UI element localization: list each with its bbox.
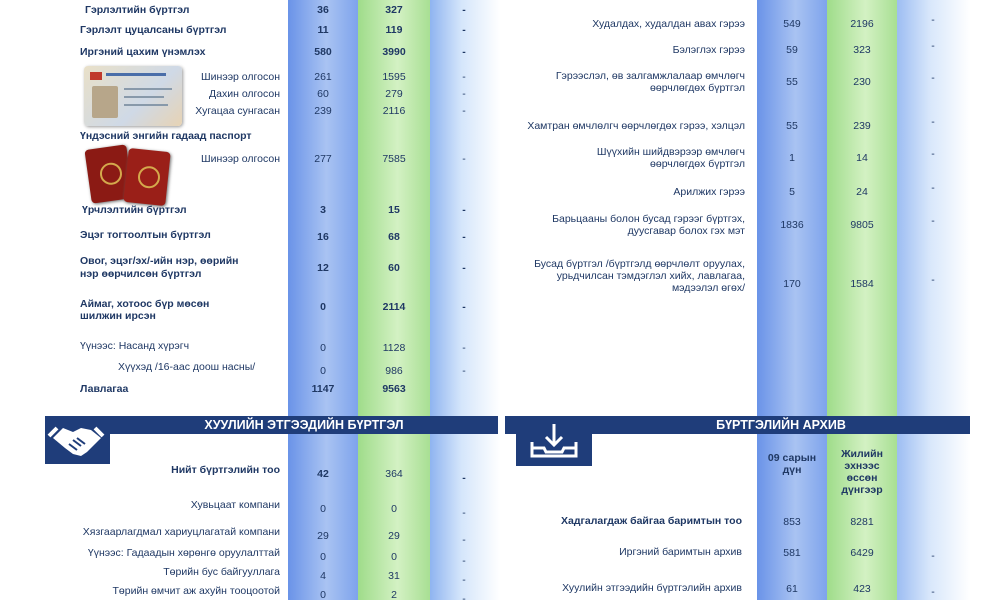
row-value-ytd: 9805 [850, 219, 874, 231]
row-label: Шинээр олгосон [201, 71, 280, 83]
row-label: Хуулийн этгээдийн бүртгэлийн архив [562, 582, 742, 594]
name-change-v1: 12 [317, 262, 329, 274]
archive-col2-header-1: Жилийн [841, 448, 883, 460]
row-value-diff: - [462, 574, 466, 586]
row-value-ytd: 1584 [850, 278, 874, 290]
row-value-diff: - [462, 365, 466, 377]
row-label: Нийт бүртгэлийн тоо [171, 464, 280, 476]
row-value-diff: - [931, 40, 935, 52]
row-label-line: Бусад бүртгэл /бүртгэлд өөрчлөлт оруулах, [534, 258, 745, 270]
row-value-month: 1147 [311, 383, 335, 395]
row-label-line: Худалдах, худалдан авах гэрээ [592, 18, 745, 30]
row-value-diff: - [462, 153, 466, 165]
row-label: Хугацаа сунгасан [195, 105, 280, 117]
row-label: Хувьцаат компани [190, 499, 280, 511]
row-value-diff: - [462, 472, 466, 484]
row-value-diff: - [462, 301, 466, 313]
row-value-diff: - [931, 148, 935, 160]
row-value-diff: - [931, 14, 935, 26]
row-value-diff: - [931, 215, 935, 227]
row-value-ytd: 6429 [850, 547, 874, 559]
row-value-ytd: 364 [385, 468, 403, 480]
name-change-label-line1: Овог, эцэг/эх/-ийн нэр, өөрийн [80, 255, 239, 267]
row-value-ytd: 15 [388, 204, 400, 216]
row-value-diff: - [462, 46, 466, 58]
legal-section-header: ХУУЛИЙН ЭТГЭЭДИЙН БҮРТГЭЛ [110, 416, 498, 434]
row-value-diff: - [462, 71, 466, 83]
row-value-ytd: 119 [385, 24, 403, 36]
row-value-month: 549 [783, 18, 801, 30]
row-label: Эцэг тогтоолтын бүртгэл [80, 229, 211, 241]
row-label-line: Хамтран өмчлөлгч өөрчлөгдөх гэрээ, хэлцэл [527, 120, 745, 132]
row-label-line: Гэрээслэл, өв залгамжлалаар өмчлөгч [555, 70, 745, 82]
row-value-month: 3 [320, 204, 326, 216]
row-value-ytd: 323 [853, 44, 871, 56]
row-value-ytd: 3990 [382, 46, 406, 58]
row-value-ytd: 14 [856, 152, 868, 164]
legal-icon-box [45, 416, 110, 464]
row-value-ytd: 0 [391, 503, 397, 515]
row-value-ytd: 0 [391, 551, 397, 563]
archive-col2-header-4: дүнгээр [841, 484, 883, 496]
row-value-ytd: 29 [388, 530, 400, 542]
right-col2-stripe [827, 0, 897, 600]
row-value-month: 16 [317, 231, 329, 243]
row-value-month: 61 [786, 583, 798, 595]
row-label-line: Шүүхийн шийдвэрээр өмчлөгч [596, 146, 745, 158]
row-value-month: 59 [786, 44, 798, 56]
row-label: Хүүхэд /16-аас доош насны/ [118, 361, 256, 373]
row-value-ytd: 2116 [382, 105, 406, 117]
row-value-month: 0 [320, 301, 326, 313]
handshake-icon [45, 416, 110, 464]
row-value-diff: - [462, 105, 466, 117]
row-value-ytd: 230 [853, 76, 871, 88]
name-change-label-line2: нэр өөрчилсөн бүртгэл [80, 268, 202, 280]
name-change-v2: 60 [388, 262, 400, 274]
row-value-month: 55 [786, 76, 798, 88]
row-value-month: 581 [783, 547, 801, 559]
row-value-ytd: 8281 [850, 516, 874, 528]
row-value-month: 0 [320, 551, 326, 563]
row-label: Үүнээс: Насанд хүрэгч [80, 340, 190, 352]
row-value-diff: - [462, 88, 466, 100]
row-value-month: 42 [317, 468, 329, 480]
row-label-line: Бэлэглэх гэрээ [672, 44, 745, 56]
row-value-month: 239 [314, 105, 332, 117]
row-label-line: Барьцааны болон бусад гэрээг бүртгэх, [552, 213, 745, 225]
row-value-diff: - [462, 231, 466, 243]
row-value-diff: - [462, 4, 466, 16]
row-label: Төрийн өмчит аж ахуйн тооцоотой [112, 585, 280, 597]
row-label: Хязгаарлагдмал хариуцлагатай компани [82, 526, 280, 538]
id-card-image [84, 66, 182, 126]
archive-col2-header-3: өссөн [846, 472, 878, 484]
row-value-month: 277 [314, 153, 332, 165]
row-label-line: мэдээлэл өгөх/ [671, 282, 745, 294]
row-value-diff: - [462, 534, 466, 546]
row-label: Төрийн бус байгууллага [163, 566, 280, 578]
right-col3-stripe [897, 0, 970, 600]
row-value-diff: - [931, 182, 935, 194]
row-value-month: 55 [786, 120, 798, 132]
row-value-month: 60 [317, 88, 329, 100]
row-value-diff: - [462, 24, 466, 36]
row-value-diff: - [931, 116, 935, 128]
row-label-line: урьдчилсан тэмдэглэл хийх, лавлагаа, [556, 270, 745, 282]
row-value-ytd: 2 [391, 589, 397, 601]
row-value-diff: - [462, 507, 466, 519]
row-value-ytd: 9563 [382, 383, 406, 395]
row-label-line: өөрчлөгдөх бүртгэл [650, 82, 745, 94]
passport-heading: Үндэсний энгийн гадаад паспорт [80, 130, 252, 142]
row-label: Дахин олгосон [209, 88, 280, 100]
row-value-ytd: 24 [856, 186, 868, 198]
row-value-ytd: 68 [388, 231, 400, 243]
row-value-month: 853 [783, 516, 801, 528]
row-label: Аймаг, хотоос бүр мөсөн шилжин ирсэн [80, 298, 210, 322]
passport-image-2 [123, 148, 170, 206]
row-value-diff: - [931, 550, 935, 562]
row-value-diff: - [931, 586, 935, 598]
row-value-month: 0 [320, 503, 326, 515]
row-value-diff: - [462, 555, 466, 567]
row-value-ytd: 423 [853, 583, 871, 595]
row-value-month: 5 [789, 186, 795, 198]
row-label-line: Арилжих гэрээ [673, 186, 745, 198]
row-value-ytd: 2196 [850, 18, 874, 30]
row-value-ytd: 279 [385, 88, 403, 100]
row-label: Шинээр олгосон [201, 153, 280, 165]
inbox-download-icon [516, 416, 592, 466]
row-value-ytd: 7585 [382, 153, 406, 165]
row-label: Иргэний баримтын архив [619, 546, 742, 558]
row-value-ytd: 2114 [382, 301, 406, 313]
archive-section-header: БҮРТГЭЛИЙН АРХИВ [592, 416, 970, 434]
row-value-ytd: 986 [385, 365, 403, 377]
row-value-month: 0 [320, 589, 326, 601]
row-value-ytd: 327 [385, 4, 403, 16]
archive-col2-header-2: эхнээс [844, 460, 880, 472]
row-value-diff: - [462, 204, 466, 216]
row-value-month: 580 [314, 46, 332, 58]
right-col1-stripe [757, 0, 827, 600]
row-label: Гэрлэлтийн бүртгэл [85, 4, 190, 16]
row-value-ytd: 31 [388, 570, 400, 582]
archive-col1-header-2: дүн [782, 464, 802, 476]
row-label: Гэрлэлт цуцалсаны бүртгэл [80, 24, 227, 36]
row-value-month: 36 [317, 4, 329, 16]
row-label-line: дуусгавар болох гэх мэт [627, 225, 745, 237]
row-value-ytd: 1128 [382, 342, 406, 354]
row-value-diff: - [462, 342, 466, 354]
row-value-month: 0 [320, 342, 326, 354]
name-change-v3: - [462, 262, 466, 274]
row-value-month: 170 [783, 278, 801, 290]
row-value-month: 0 [320, 365, 326, 377]
archive-col1-header-1: 09 сарын [767, 452, 817, 464]
row-label-line: өөрчлөгдөх бүртгэл [650, 158, 745, 170]
row-value-diff: - [931, 72, 935, 84]
row-label: Үрчлэлтийн бүртгэл [82, 204, 187, 216]
row-value-diff: - [931, 274, 935, 286]
row-value-diff: - [462, 593, 466, 605]
row-value-month: 1836 [780, 219, 804, 231]
row-value-ytd: 1595 [382, 71, 406, 83]
row-value-month: 1 [789, 152, 795, 164]
row-value-month: 11 [317, 24, 329, 36]
row-value-month: 261 [314, 71, 332, 83]
row-value-month: 4 [320, 570, 326, 582]
row-label: Иргэний цахим үнэмлэх [80, 46, 206, 58]
row-value-ytd: 239 [853, 120, 871, 132]
archive-icon-box [516, 416, 592, 466]
row-label: Хадгалагдаж байгаа баримтын тоо [561, 515, 742, 527]
row-label: Үүнээс: Гадаадын хөрөнгө оруулалттай [87, 547, 280, 559]
row-value-month: 29 [317, 530, 329, 542]
row-label: Лавлагаа [80, 383, 129, 395]
